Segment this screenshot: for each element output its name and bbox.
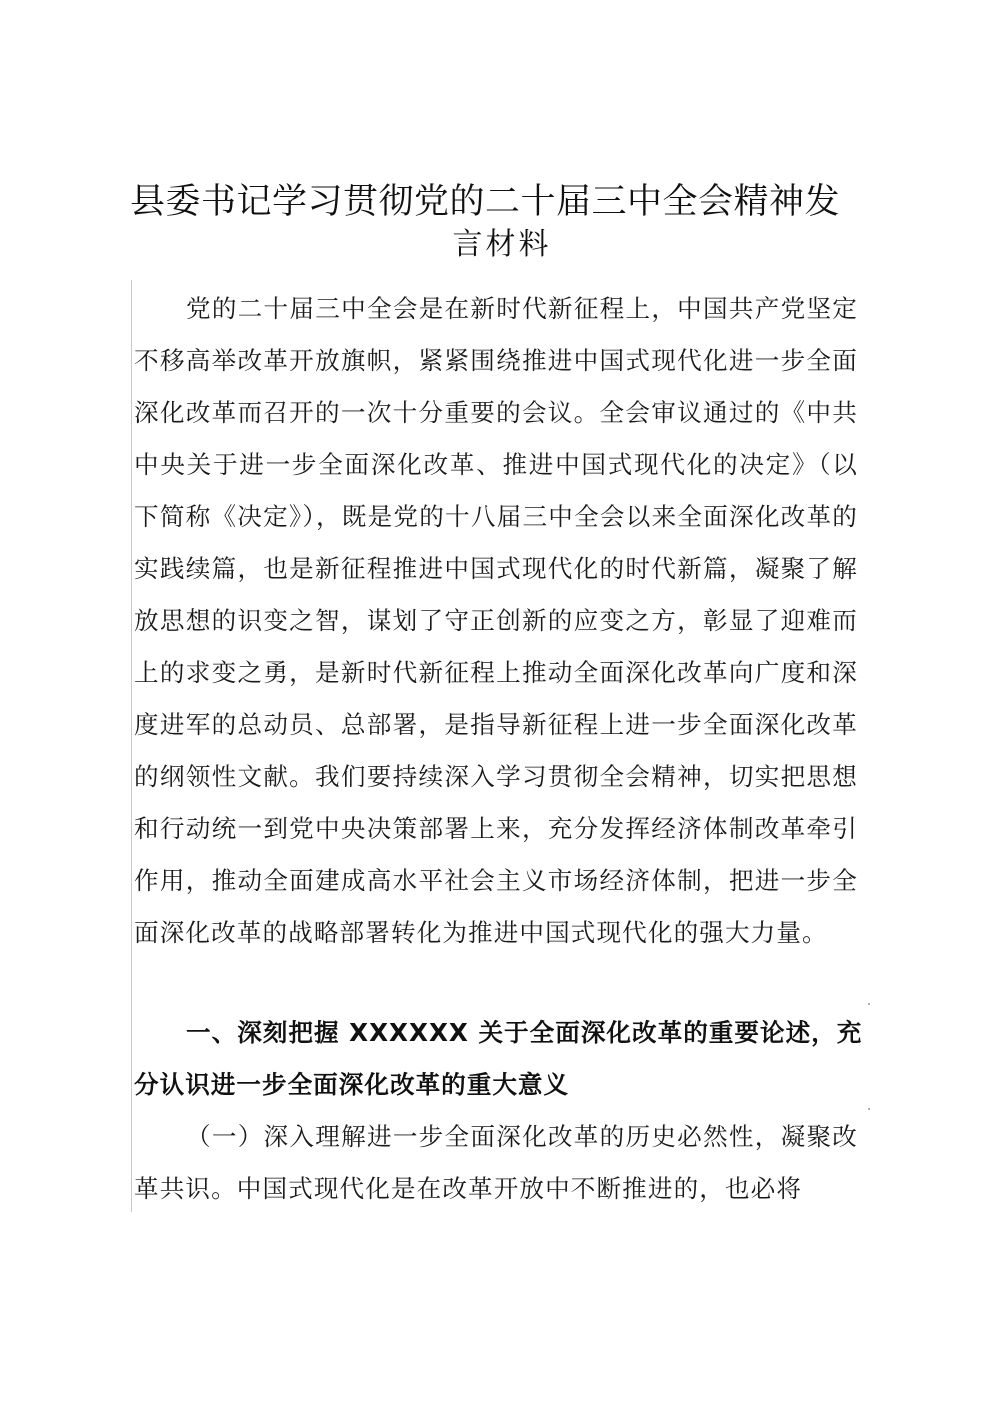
scan-speck <box>868 1108 870 1110</box>
document-title-line-1: 县委书记学习贯彻党的二十届三中全会精神发 <box>130 182 841 222</box>
left-margin-rule <box>131 280 132 1212</box>
section-1-heading: 一、深刻把握 XXXXXX 关于全面深化改革的重要论述，充分认识进一步全面深化改革的重大意义 <box>134 1018 863 1099</box>
intro-paragraph: 党的二十届三中全会是在新时代新征程上，中国共产党坚定不移高举改革开放旗帜，紧紧围绕推进中国式现代化进一步全面深化改革而召开的一次十分重要的会议。全会审议通过的《中共中央关于进一步全面深化改革、推进中国式现代化的决定》（以下简称《决定》），既是党的十八届三中全会以来全面深化改革的实践续篇，也是新征程推进中国式现代化的时代新篇，凝聚了解放思想的识变之智，谋划了守正创新的应变之方，彰显了迎难而上的求变之勇，是新时代新征程上推动全面深化改革向广度和深度进军的总动员、总部署，是指导新征程上进一步全面深化改革的纲领性文献。我们要持续深入学习贯彻全会精神，切实把思想和行动统一到党中央决策部署上来，充分发挥经济体制改革牵引作用，推动全面建成高水平社会主义市场经济体制，把进一步全面深化改革的战略部署转化为推进中国式现代化的强大力量。 <box>134 294 858 947</box>
scan-speck <box>868 1003 870 1005</box>
subsection-1 <box>134 1111 858 1215</box>
document-title-line-2: 言材料 <box>452 227 552 262</box>
subsection-1-paragraph: （一）深入理解进一步全面深化改革的历史必然性，凝聚改革共识。中国式现代化是在改革开放中不断推进的，也必将 <box>134 1122 858 1203</box>
section-1 <box>134 1007 864 1111</box>
intro-section <box>134 283 858 959</box>
